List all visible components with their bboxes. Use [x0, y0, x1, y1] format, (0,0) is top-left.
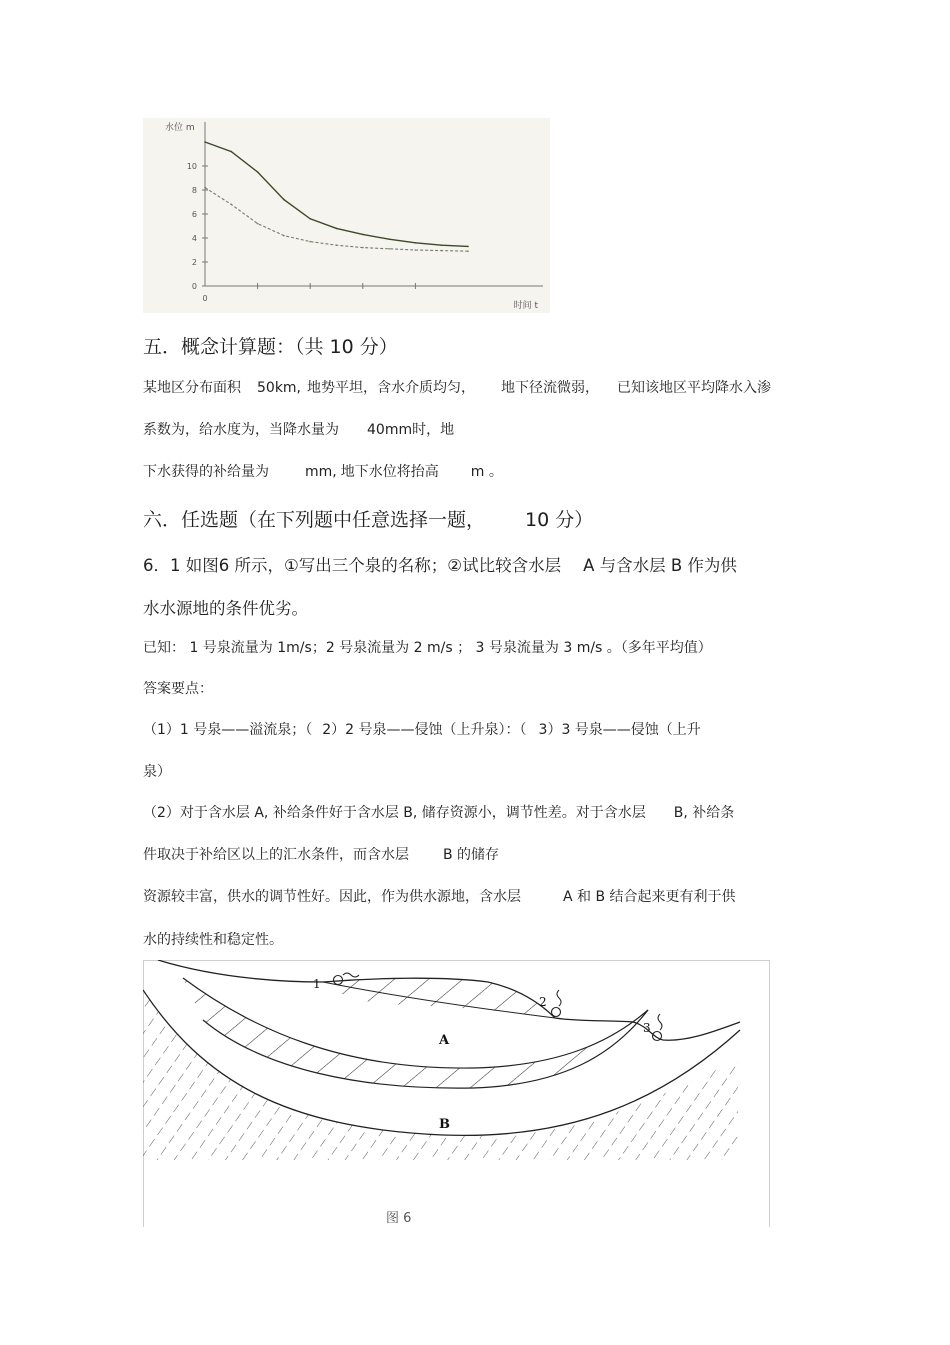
series-point-dashed [415, 249, 417, 251]
series-point-solid [415, 242, 417, 244]
s5-l1-t5: 已知该地区平均降水入渗 [617, 380, 772, 396]
y-tick-label: 2 [191, 258, 197, 267]
question-line2: 水水源地的条件优劣。 [143, 599, 308, 618]
series-point-solid [388, 238, 390, 240]
spring-3-icon [653, 1032, 662, 1041]
answer1-line [143, 719, 701, 739]
series-point-dashed [204, 187, 206, 189]
series-point-solid [257, 171, 259, 173]
section5-line3 [143, 461, 503, 481]
s5-l1-t1: 某地区分布面积 [143, 380, 241, 396]
answer2-line2 [143, 844, 499, 864]
answer2-line1-a: （2）对于含水层 A, 补给条件好于含水层 B, 储存资源小，调节性差。对于含水层 [143, 805, 646, 821]
y-tick-label: 6 [191, 210, 197, 219]
section6-heading-text: 六．任选题（在下列题中任意选择一题， [143, 509, 486, 531]
question-line1-b: A 与含水层 B 作为供 [583, 556, 737, 575]
answer1-part2: 2）2 号泉——侵蚀（上升泉）：（ [322, 722, 527, 738]
answer2-line2-a: 件取决于补给区以上的汇水条件，而含水层 [143, 847, 409, 863]
y-tick-label: 0 [191, 282, 197, 291]
series-point-dashed [257, 223, 259, 225]
figure6-caption: 图 6 [386, 1211, 412, 1226]
figure6-cross-section [143, 960, 770, 1227]
series-point-dashed [309, 241, 311, 243]
series-point-solid [441, 244, 443, 246]
x-tick-label: 0 [202, 294, 208, 303]
aquifer-a-label: A [439, 1033, 450, 1048]
y-tick-label: 4 [191, 234, 197, 243]
series-point-solid [283, 199, 285, 201]
spring-3-label: 3 [643, 1021, 651, 1035]
s5-l3-t2: mm, [305, 464, 337, 480]
series-point-dashed [441, 250, 443, 252]
s5-l2-t2: 40mm时，地 [367, 422, 455, 438]
s5-l1-t3: 地势平坦，含水介质均匀， [307, 380, 476, 396]
s5-l3-t3: 地下水位将抬高 [340, 464, 439, 480]
section6-heading [143, 505, 593, 532]
s5-l3-t4: m 。 [470, 464, 503, 480]
series-point-solid [467, 246, 469, 248]
answer1-cont: 泉） [143, 764, 171, 780]
series-point-dashed [336, 244, 338, 246]
question-line1-a: 6．1 如图6 所示，①写出三个泉的名称；②试比较含水层 [143, 556, 562, 575]
answer2-line4: 水的持续性和稳定性。 [143, 932, 283, 948]
answer2-line1 [143, 802, 734, 822]
series-point-dashed [283, 235, 285, 237]
series-point-solid [362, 234, 364, 236]
spring-1-label: 1 [313, 977, 321, 991]
aquifer-b-label: B [439, 1117, 450, 1132]
series-point-dashed [231, 204, 233, 206]
series-point-solid [336, 228, 338, 230]
answer2-line1-b: B, 补给条 [673, 805, 735, 821]
answer2-line3-a: 资源较丰富，供水的调节性好。因此，作为供水源地，含水层 [143, 889, 521, 905]
water-level-chart-svg [143, 118, 550, 313]
s5-l1-t2: 50km, [257, 380, 302, 396]
water-level-chart [143, 118, 550, 313]
y-axis-label: 水位 m [165, 123, 195, 133]
series-point-dashed [388, 248, 390, 250]
answer1-part3: 3）3 号泉——侵蚀（上升 [538, 722, 701, 738]
known-line: 已知： 1 号泉流量为 1m/s；2 号泉流量为 2 m/s ； 3 号泉流量为 3 m/s 。（多年平均值） [143, 640, 712, 656]
series-point-solid [231, 151, 233, 153]
s5-l3-t1: 下水获得的补给量为 [143, 464, 269, 480]
section5-line1 [143, 377, 771, 397]
figure6-svg [143, 960, 770, 1227]
y-tick-label: 10 [186, 162, 197, 171]
y-tick-label: 8 [191, 186, 197, 195]
series-point-solid [309, 218, 311, 220]
answer2-line3-b: A 和 B 结合起来更有利于供 [563, 889, 736, 905]
answer-title: 答案要点： [143, 681, 213, 697]
s5-l2-t1: 系数为，给水度为，当降水量为 [143, 422, 339, 438]
series-line-dashed [205, 188, 468, 252]
series-point-dashed [467, 250, 469, 252]
section5-heading: 五．概念计算题：（共 10 分） [143, 336, 398, 358]
spring-2-icon [552, 1008, 561, 1017]
answer1-part1: （1）1 号泉——溢流泉；（ [143, 722, 313, 738]
question-line1 [143, 552, 737, 576]
answer2-line3 [143, 886, 736, 906]
series-line-solid [205, 142, 468, 246]
series-point-dashed [362, 247, 364, 249]
answer2-line2-b: B 的储存 [443, 847, 500, 863]
x-axis-label: 时间 t [513, 301, 538, 311]
section5-line2 [143, 419, 454, 439]
section6-heading-points: 10 分） [525, 509, 594, 531]
spring-2-label: 2 [539, 995, 547, 1009]
series-point-solid [204, 141, 206, 143]
s5-l1-t4: 地下径流微弱， [501, 380, 600, 396]
